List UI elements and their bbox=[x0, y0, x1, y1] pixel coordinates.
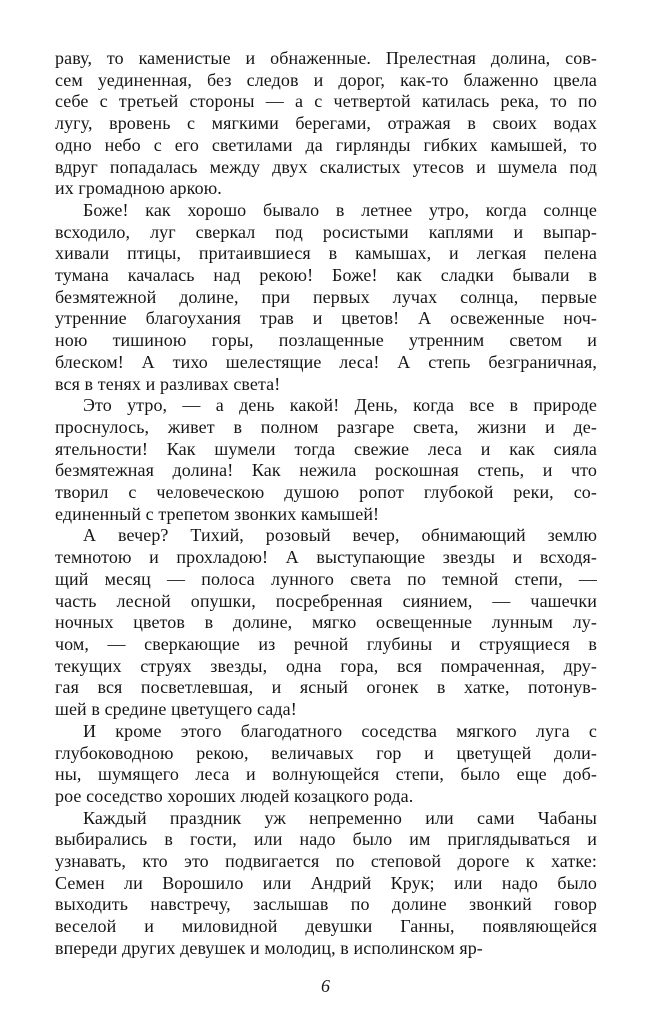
paragraph bbox=[55, 525, 597, 720]
text-line: ны, шумящего леса и волнующейся степи, было еще доб- bbox=[55, 764, 597, 785]
text-line: безмятежной долине, при первых лучах солнца, первые bbox=[55, 286, 597, 307]
text-line: хивали птицы, притаившиеся в камышах, и легкая пелена bbox=[55, 243, 597, 264]
text-line: глубоководною рекою, величавых гор и цветущей доли- bbox=[55, 742, 597, 763]
text-line: узнавать, кто это подвигается по степовой дороге к хатке: bbox=[55, 851, 597, 872]
text-line: единенный с трепетом звонких камышей! bbox=[55, 503, 380, 524]
text-line: вдруг попадалась между двух скалистых утесов и шумела под bbox=[55, 156, 597, 177]
text-line: Это утро, — а день какой! День, когда все в природе bbox=[83, 395, 597, 416]
text-line: выбирались в гости, или надо было им приглядываться и bbox=[55, 829, 597, 850]
text-line: сем уединенная, без следов и дорог, как-то блаженно цвела bbox=[55, 69, 597, 90]
text-line: ятельности! Как шумели тогда свежие леса и как сияла bbox=[55, 438, 597, 459]
text-line: их громадною аркою. bbox=[55, 178, 222, 199]
text-line: ночных цветов в долине, мягко освещенные лунным лу- bbox=[55, 612, 597, 633]
text-line: Семен ли Ворошило или Андрий Крук; или надо было bbox=[55, 872, 597, 893]
text-line: текущих струях звезды, одна гора, вся помраченная, дру- bbox=[55, 655, 597, 676]
text-line: И кроме этого благодатного соседства мягкого луга с bbox=[83, 720, 597, 741]
page-number: 6 bbox=[321, 976, 330, 996]
text-block bbox=[55, 48, 597, 960]
paragraph bbox=[55, 721, 597, 808]
text-line: темнотою и прохладою! А выступающие звезды и всходя- bbox=[55, 547, 597, 568]
text-line: гая вся посветлевшая, и ясный огонек в хатке, потонув- bbox=[55, 677, 597, 698]
text-line: впереди других девушек и молодиц, в исполинском яр- bbox=[55, 937, 483, 958]
text-line: себе с третьей стороны — а с четвертой катилась река, то по bbox=[55, 91, 597, 112]
text-line: щий месяц — полоса лунного света по темной степи, — bbox=[55, 568, 597, 589]
text-line: шей в средине цветущего сада! bbox=[55, 699, 297, 720]
text-line: Боже! как хорошо бывало в летнее утро, когда солнце bbox=[83, 199, 597, 220]
text-line: творил с человеческою душою ропот глубокой реки, со- bbox=[55, 482, 597, 503]
text-line: веселой и миловидной девушки Ганны, появляющейся bbox=[55, 916, 597, 937]
text-line: утренние благоухания трав и цветов! А освеженные ноч- bbox=[55, 308, 597, 329]
text-line: проснулось, живет в полном разгаре света, жизни и де- bbox=[55, 416, 597, 437]
text-line: А вечер? Тихий, розовый вечер, обнимающий землю bbox=[83, 525, 597, 546]
text-line: блеском! А тихо шелестящие леса! А степь безграничная, bbox=[55, 351, 597, 372]
text-line: часть лесной опушки, посребренная сиянием, — чашечки bbox=[55, 590, 597, 611]
text-line: лугу, вровень с мягкими берегами, отражая в своих водах bbox=[55, 113, 597, 134]
paragraph bbox=[55, 808, 597, 960]
paragraph bbox=[55, 48, 597, 200]
text-line: всходило, луг сверкал под росистыми каплями и выпар- bbox=[55, 221, 597, 242]
text-line: тумана качалась над рекою! Боже! как сладки бывали в bbox=[55, 265, 597, 286]
text-line: чом, — сверкающие из речной глубины и струящиеся в bbox=[55, 633, 597, 654]
text-line: выходить навстречу, заслышав по долине звонкий говор bbox=[55, 894, 597, 915]
text-line: раву, то каменистые и обнаженные. Прелестная долина, сов- bbox=[55, 48, 597, 68]
text-line: одно небо с его светилами да гирлянды гибких камышей, то bbox=[55, 134, 597, 155]
paragraph bbox=[55, 200, 597, 395]
text-line: безмятежная долина! Как нежила роскошная степь, и что bbox=[55, 460, 597, 481]
text-line: вся в тенях и разливах света! bbox=[55, 373, 281, 394]
text-line: ною тишиною горы, позлащенные утренним светом и bbox=[55, 330, 597, 351]
text-line: рое соседство хороших людей козацкого рода. bbox=[55, 785, 414, 806]
paragraph bbox=[55, 395, 597, 525]
text-line: Каждый праздник уж непременно или сами Чабаны bbox=[83, 807, 597, 828]
